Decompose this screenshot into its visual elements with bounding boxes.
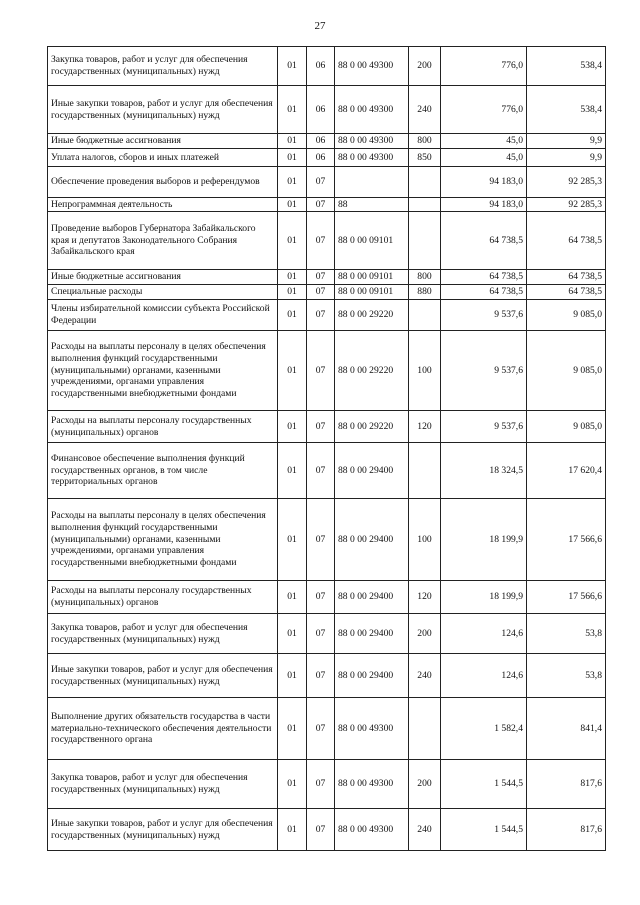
row-rz: 01 bbox=[278, 331, 307, 411]
table-row bbox=[48, 270, 606, 285]
row-csr: 88 0 00 49300 bbox=[335, 47, 409, 86]
row-csr: 88 0 00 49300 bbox=[335, 809, 409, 851]
row-pr: 07 bbox=[307, 285, 335, 300]
row-rz: 01 bbox=[278, 47, 307, 86]
row-csr: 88 0 00 49300 bbox=[335, 134, 409, 149]
row-name: Закупка товаров, работ и услуг для обеспечения государственных (муниципальных) нужд bbox=[48, 760, 278, 809]
table-row bbox=[48, 809, 606, 851]
row-csr: 88 0 00 29400 bbox=[335, 443, 409, 499]
row-name: Непрограммная деятельность bbox=[48, 198, 278, 212]
row-sum1: 18 324,5 bbox=[441, 443, 527, 499]
row-sum1: 1 582,4 bbox=[441, 698, 527, 760]
table-row bbox=[48, 760, 606, 809]
row-name: Иные закупки товаров, работ и услуг для обеспечения государственных (муниципальных) нужд bbox=[48, 86, 278, 134]
row-sum2: 92 285,3 bbox=[527, 198, 606, 212]
row-name: Иные бюджетные ассигнования bbox=[48, 270, 278, 285]
row-sum1: 124,6 bbox=[441, 614, 527, 654]
row-csr bbox=[335, 167, 409, 198]
row-name: Проведение выборов Губернатора Забайкальского края и депутатов Законодательного Собрания Забайкальского края bbox=[48, 212, 278, 270]
row-sum2: 841,4 bbox=[527, 698, 606, 760]
row-pr: 07 bbox=[307, 411, 335, 443]
row-sum2: 17 566,6 bbox=[527, 581, 606, 614]
row-sum2: 9 085,0 bbox=[527, 411, 606, 443]
row-name: Иные бюджетные ассигнования bbox=[48, 134, 278, 149]
row-pr: 07 bbox=[307, 212, 335, 270]
row-vr: 880 bbox=[409, 285, 441, 300]
row-csr: 88 0 00 49300 bbox=[335, 698, 409, 760]
table-row bbox=[48, 331, 606, 411]
row-rz: 01 bbox=[278, 809, 307, 851]
row-vr bbox=[409, 167, 441, 198]
row-pr: 07 bbox=[307, 270, 335, 285]
row-sum2: 538,4 bbox=[527, 47, 606, 86]
row-sum1: 9 537,6 bbox=[441, 411, 527, 443]
row-rz: 01 bbox=[278, 581, 307, 614]
row-pr: 07 bbox=[307, 614, 335, 654]
row-sum1: 94 183,0 bbox=[441, 198, 527, 212]
table-row bbox=[48, 411, 606, 443]
row-csr: 88 0 00 49300 bbox=[335, 149, 409, 167]
row-vr bbox=[409, 698, 441, 760]
row-csr: 88 bbox=[335, 198, 409, 212]
row-sum2: 17 566,6 bbox=[527, 499, 606, 581]
row-csr: 88 0 00 49300 bbox=[335, 760, 409, 809]
row-name: Расходы на выплаты персоналу государственных (муниципальных) органов bbox=[48, 411, 278, 443]
row-sum1: 776,0 bbox=[441, 47, 527, 86]
table-row bbox=[48, 212, 606, 270]
row-sum1: 64 738,5 bbox=[441, 212, 527, 270]
row-sum2: 817,6 bbox=[527, 760, 606, 809]
row-csr: 88 0 00 49300 bbox=[335, 86, 409, 134]
row-rz: 01 bbox=[278, 285, 307, 300]
row-sum1: 1 544,5 bbox=[441, 809, 527, 851]
table-row bbox=[48, 47, 606, 86]
row-sum1: 9 537,6 bbox=[441, 300, 527, 331]
page-number: 27 bbox=[314, 20, 326, 32]
row-name: Члены избирательной комиссии субъекта Российской Федерации bbox=[48, 300, 278, 331]
row-csr: 88 0 00 09101 bbox=[335, 270, 409, 285]
row-sum1: 45,0 bbox=[441, 149, 527, 167]
row-pr: 06 bbox=[307, 134, 335, 149]
row-sum1: 64 738,5 bbox=[441, 285, 527, 300]
row-rz: 01 bbox=[278, 86, 307, 134]
row-sum1: 94 183,0 bbox=[441, 167, 527, 198]
row-pr: 07 bbox=[307, 654, 335, 698]
table-row bbox=[48, 581, 606, 614]
row-sum2: 9,9 bbox=[527, 134, 606, 149]
table-row bbox=[48, 167, 606, 198]
row-vr: 240 bbox=[409, 809, 441, 851]
row-vr: 200 bbox=[409, 47, 441, 86]
row-pr: 07 bbox=[307, 499, 335, 581]
row-pr: 07 bbox=[307, 698, 335, 760]
table-row bbox=[48, 198, 606, 212]
row-csr: 88 0 00 29400 bbox=[335, 499, 409, 581]
row-pr: 07 bbox=[307, 198, 335, 212]
row-name: Финансовое обеспечение выполнения функций государственных органов, в том числе территориальных органов bbox=[48, 443, 278, 499]
row-name: Обеспечение проведения выборов и референдумов bbox=[48, 167, 278, 198]
row-pr: 06 bbox=[307, 86, 335, 134]
row-rz: 01 bbox=[278, 411, 307, 443]
row-rz: 01 bbox=[278, 212, 307, 270]
row-sum2: 9 085,0 bbox=[527, 300, 606, 331]
row-rz: 01 bbox=[278, 698, 307, 760]
row-sum1: 124,6 bbox=[441, 654, 527, 698]
row-vr: 800 bbox=[409, 270, 441, 285]
row-vr: 100 bbox=[409, 499, 441, 581]
row-csr: 88 0 00 09101 bbox=[335, 212, 409, 270]
row-rz: 01 bbox=[278, 760, 307, 809]
row-pr: 07 bbox=[307, 300, 335, 331]
row-vr bbox=[409, 198, 441, 212]
row-pr: 06 bbox=[307, 47, 335, 86]
row-sum2: 64 738,5 bbox=[527, 285, 606, 300]
row-pr: 07 bbox=[307, 760, 335, 809]
row-vr bbox=[409, 443, 441, 499]
row-name: Расходы на выплаты персоналу в целях обеспечения выполнения функций государственными (муниципальными) органами, казенными учреждениями, органами управления государственными внебюджетными фондами bbox=[48, 499, 278, 581]
table-row bbox=[48, 285, 606, 300]
row-sum2: 9,9 bbox=[527, 149, 606, 167]
row-vr: 120 bbox=[409, 411, 441, 443]
table-row bbox=[48, 499, 606, 581]
row-pr: 07 bbox=[307, 581, 335, 614]
row-sum1: 18 199,9 bbox=[441, 499, 527, 581]
row-sum1: 9 537,6 bbox=[441, 331, 527, 411]
row-pr: 07 bbox=[307, 443, 335, 499]
row-rz: 01 bbox=[278, 300, 307, 331]
row-vr: 850 bbox=[409, 149, 441, 167]
row-sum1: 776,0 bbox=[441, 86, 527, 134]
table-row bbox=[48, 134, 606, 149]
row-sum2: 92 285,3 bbox=[527, 167, 606, 198]
row-rz: 01 bbox=[278, 270, 307, 285]
row-sum2: 64 738,5 bbox=[527, 270, 606, 285]
row-csr: 88 0 00 09101 bbox=[335, 285, 409, 300]
row-sum2: 9 085,0 bbox=[527, 331, 606, 411]
row-name: Закупка товаров, работ и услуг для обеспечения государственных (муниципальных) нужд bbox=[48, 47, 278, 86]
row-pr: 07 bbox=[307, 167, 335, 198]
row-rz: 01 bbox=[278, 614, 307, 654]
row-name: Уплата налогов, сборов и иных платежей bbox=[48, 149, 278, 167]
row-csr: 88 0 00 29220 bbox=[335, 300, 409, 331]
row-name: Расходы на выплаты персоналу в целях обеспечения выполнения функций государственными (муниципальными) органами, казенными учреждениями, органами управления государственными внебюджетными фондами bbox=[48, 331, 278, 411]
row-pr: 07 bbox=[307, 809, 335, 851]
row-name: Выполнение других обязательств государства в части материально-технического обеспечения деятельности государственного органа bbox=[48, 698, 278, 760]
row-vr: 200 bbox=[409, 760, 441, 809]
row-rz: 01 bbox=[278, 654, 307, 698]
row-vr: 100 bbox=[409, 331, 441, 411]
row-rz: 01 bbox=[278, 134, 307, 149]
row-csr: 88 0 00 29400 bbox=[335, 614, 409, 654]
row-rz: 01 bbox=[278, 198, 307, 212]
row-name: Иные закупки товаров, работ и услуг для обеспечения государственных (муниципальных) нужд bbox=[48, 654, 278, 698]
row-sum1: 45,0 bbox=[441, 134, 527, 149]
row-sum2: 538,4 bbox=[527, 86, 606, 134]
row-vr: 800 bbox=[409, 134, 441, 149]
row-csr: 88 0 00 29400 bbox=[335, 581, 409, 614]
table-row bbox=[48, 300, 606, 331]
row-vr: 240 bbox=[409, 654, 441, 698]
table-row bbox=[48, 654, 606, 698]
row-vr bbox=[409, 212, 441, 270]
row-rz: 01 bbox=[278, 499, 307, 581]
table-row bbox=[48, 149, 606, 167]
row-sum1: 64 738,5 bbox=[441, 270, 527, 285]
row-vr: 120 bbox=[409, 581, 441, 614]
row-sum2: 53,8 bbox=[527, 654, 606, 698]
row-csr: 88 0 00 29220 bbox=[335, 331, 409, 411]
row-vr: 240 bbox=[409, 86, 441, 134]
row-pr: 06 bbox=[307, 149, 335, 167]
row-name: Специальные расходы bbox=[48, 285, 278, 300]
row-rz: 01 bbox=[278, 149, 307, 167]
table-row bbox=[48, 698, 606, 760]
row-csr: 88 0 00 29220 bbox=[335, 411, 409, 443]
row-vr bbox=[409, 300, 441, 331]
budget-table bbox=[47, 46, 606, 851]
table-row bbox=[48, 443, 606, 499]
row-sum2: 817,6 bbox=[527, 809, 606, 851]
row-sum2: 53,8 bbox=[527, 614, 606, 654]
row-rz: 01 bbox=[278, 167, 307, 198]
table-row bbox=[48, 86, 606, 134]
row-sum2: 17 620,4 bbox=[527, 443, 606, 499]
row-rz: 01 bbox=[278, 443, 307, 499]
row-name: Иные закупки товаров, работ и услуг для обеспечения государственных (муниципальных) нужд bbox=[48, 809, 278, 851]
row-sum1: 18 199,9 bbox=[441, 581, 527, 614]
row-sum2: 64 738,5 bbox=[527, 212, 606, 270]
row-csr: 88 0 00 29400 bbox=[335, 654, 409, 698]
row-pr: 07 bbox=[307, 331, 335, 411]
row-name: Расходы на выплаты персоналу государственных (муниципальных) органов bbox=[48, 581, 278, 614]
table-row bbox=[48, 614, 606, 654]
row-vr: 200 bbox=[409, 614, 441, 654]
row-name: Закупка товаров, работ и услуг для обеспечения государственных (муниципальных) нужд bbox=[48, 614, 278, 654]
row-sum1: 1 544,5 bbox=[441, 760, 527, 809]
